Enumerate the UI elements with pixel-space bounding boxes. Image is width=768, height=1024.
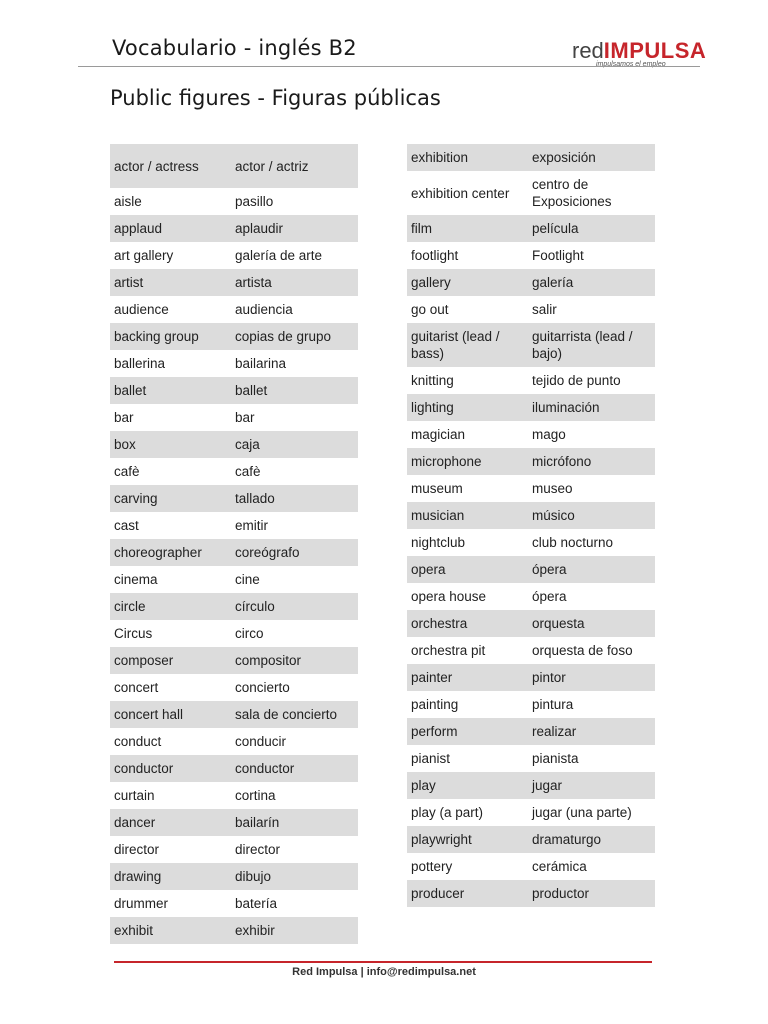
vocab-row (407, 242, 655, 269)
redimpulsa-logo (572, 38, 707, 72)
english-term: carving (110, 485, 231, 512)
english-term: artist (110, 269, 231, 296)
spanish-term: orquesta (528, 610, 655, 637)
english-term: knitting (411, 373, 454, 388)
vocab-row (407, 853, 655, 880)
header-title: Vocabulario - inglés B2 (112, 36, 357, 60)
header-divider (78, 66, 700, 67)
vocab-row (407, 323, 655, 367)
spanish-term: sala de concierto (231, 701, 358, 728)
spanish-term: salir (532, 302, 557, 317)
spanish-term: ópera (532, 589, 567, 604)
spanish-term: guitarrista (lead / bajo) (528, 323, 655, 367)
spanish-term: director (235, 842, 281, 857)
vocab-row (110, 674, 358, 701)
english-term: ballerina (114, 356, 166, 371)
vocab-row (407, 799, 655, 826)
english-term: orchestra pit (411, 643, 486, 658)
vocab-row (110, 377, 358, 404)
spanish-term: productor (528, 880, 655, 907)
english-term: drawing (110, 863, 231, 890)
spanish-term: cine (235, 572, 260, 587)
vocab-row (110, 539, 358, 566)
vocab-row (110, 350, 358, 377)
vocab-row (407, 367, 655, 394)
spanish-term: iluminación (528, 394, 655, 421)
english-term: actor / actress (110, 144, 231, 188)
spanish-term: Footlight (532, 248, 584, 263)
spanish-term: tejido de punto (532, 373, 621, 388)
english-term: play (a part) (411, 805, 484, 820)
english-term: drummer (114, 896, 169, 911)
english-term: microphone (407, 448, 528, 475)
spanish-term: orquesta de foso (532, 643, 633, 658)
vocab-row (407, 637, 655, 664)
spanish-term: película (528, 215, 655, 242)
vocab-row (407, 394, 655, 421)
vocab-row (407, 296, 655, 323)
vocab-row (110, 431, 358, 458)
vocab-row (407, 448, 655, 475)
english-term: aisle (114, 194, 142, 209)
spanish-term: galería (528, 269, 655, 296)
vocab-row (110, 215, 358, 242)
spanish-term: tallado (231, 485, 358, 512)
vocab-row (407, 826, 655, 853)
english-term: nightclub (411, 535, 466, 550)
vocab-row (407, 610, 655, 637)
english-term: director (114, 842, 160, 857)
vocab-row (110, 782, 358, 809)
english-term: conductor (110, 755, 231, 782)
spanish-term: conductor (231, 755, 358, 782)
english-term: magician (411, 427, 466, 442)
vocab-row (110, 512, 358, 539)
spanish-term: exposición (528, 144, 655, 171)
english-term: composer (110, 647, 231, 674)
vocab-row (110, 404, 358, 431)
english-term: go out (411, 302, 449, 317)
spanish-term: club nocturno (532, 535, 614, 550)
vocab-row (110, 647, 358, 674)
spanish-term: jugar (una parte) (532, 805, 632, 820)
spanish-term: copias de grupo (231, 323, 358, 350)
logo-tagline: impulsamos el empleo (596, 61, 666, 68)
logo-red-text: red (572, 38, 604, 63)
spanish-term: centro de Exposiciones (532, 177, 612, 209)
vocab-row (110, 836, 358, 863)
english-term: curtain (114, 788, 155, 803)
spanish-term: jugar (528, 772, 655, 799)
spanish-term: bailarina (235, 356, 287, 371)
vocab-row (407, 502, 655, 529)
vocab-row (110, 485, 358, 512)
vocab-row (407, 691, 655, 718)
spanish-term: bailarín (231, 809, 358, 836)
vocab-table-left (110, 144, 358, 944)
english-term: musician (407, 502, 528, 529)
english-term: exhibition (407, 144, 528, 171)
spanish-term: pasillo (235, 194, 274, 209)
english-term: concert (114, 680, 159, 695)
english-term: museum (411, 481, 463, 496)
spanish-term: cerámica (532, 859, 587, 874)
vocab-row (407, 171, 655, 215)
spanish-term: ópera (528, 556, 655, 583)
spanish-term: conducir (235, 734, 287, 749)
vocab-row (110, 917, 358, 944)
english-term: playwright (407, 826, 528, 853)
english-term: dancer (110, 809, 231, 836)
vocab-row (407, 144, 655, 171)
spanish-term: cortina (235, 788, 276, 803)
spanish-term: actor / actriz (231, 144, 358, 188)
vocab-row (110, 566, 358, 593)
vocab-row (110, 701, 358, 728)
vocab-row (407, 556, 655, 583)
vocab-row (407, 421, 655, 448)
english-term: choreographer (110, 539, 231, 566)
vocab-row (407, 745, 655, 772)
spanish-term: músico (528, 502, 655, 529)
english-term: gallery (407, 269, 528, 296)
vocab-row (407, 583, 655, 610)
english-term: exhibition center (411, 185, 510, 201)
spanish-term: museo (532, 481, 573, 496)
vocab-row (407, 718, 655, 745)
vocab-row (110, 593, 358, 620)
vocab-table-right (407, 144, 655, 907)
spanish-term: realizar (528, 718, 655, 745)
english-term: pottery (411, 859, 453, 874)
english-term: cafè (114, 464, 140, 479)
spanish-term: aplaudir (231, 215, 358, 242)
vocab-row (407, 529, 655, 556)
spanish-term: pianista (532, 751, 579, 766)
vocab-row (407, 772, 655, 799)
spanish-term: micrófono (528, 448, 655, 475)
vocab-row (110, 458, 358, 485)
spanish-term: ballet (231, 377, 358, 404)
vocab-row (110, 323, 358, 350)
vocab-row (110, 755, 358, 782)
vocab-row (110, 144, 358, 188)
english-term: circle (110, 593, 231, 620)
english-term: cinema (114, 572, 158, 587)
spanish-term: caja (231, 431, 358, 458)
spanish-term: pintura (532, 697, 574, 712)
english-term: footlight (411, 248, 459, 263)
english-term: painting (411, 697, 459, 712)
english-term: lighting (407, 394, 528, 421)
english-term: cast (114, 518, 139, 533)
english-term: ballet (110, 377, 231, 404)
english-term: orchestra (407, 610, 528, 637)
english-term: applaud (110, 215, 231, 242)
spanish-term: emitir (235, 518, 268, 533)
spanish-term: pintor (528, 664, 655, 691)
vocab-row (407, 664, 655, 691)
english-term: audience (114, 302, 169, 317)
vocab-row (110, 269, 358, 296)
english-term: producer (407, 880, 528, 907)
english-term: play (407, 772, 528, 799)
vocab-row (110, 620, 358, 647)
vocab-row (407, 475, 655, 502)
vocab-row (110, 728, 358, 755)
spanish-term: galería de arte (235, 248, 323, 263)
vocab-row (110, 890, 358, 917)
english-term: opera (407, 556, 528, 583)
english-term: guitarist (lead / bass) (407, 323, 528, 367)
spanish-term: circo (235, 626, 264, 641)
vocab-row (407, 880, 655, 907)
english-term: pianist (411, 751, 451, 766)
english-term: perform (407, 718, 528, 745)
english-term: painter (407, 664, 528, 691)
spanish-term: batería (235, 896, 278, 911)
english-term: conduct (114, 734, 162, 749)
spanish-term: coreógrafo (231, 539, 358, 566)
vocab-row (110, 863, 358, 890)
spanish-term: exhibir (231, 917, 358, 944)
english-term: Circus (114, 626, 153, 641)
footer-contact: Red Impulsa | info@redimpulsa.net (292, 966, 476, 978)
english-term: opera house (411, 589, 487, 604)
spanish-term: compositor (231, 647, 358, 674)
english-term: exhibit (110, 917, 231, 944)
spanish-term: dramaturgo (528, 826, 655, 853)
vocab-row (110, 809, 358, 836)
english-term: art gallery (114, 248, 174, 263)
spanish-term: cafè (235, 464, 261, 479)
english-term: box (110, 431, 231, 458)
vocab-row (110, 296, 358, 323)
vocab-row (407, 215, 655, 242)
spanish-term: mago (532, 427, 566, 442)
vocab-row (407, 269, 655, 296)
english-term: backing group (110, 323, 231, 350)
english-term: concert hall (110, 701, 231, 728)
spanish-term: bar (235, 410, 255, 425)
spanish-term: dibujo (231, 863, 358, 890)
vocab-row (110, 242, 358, 269)
page-title: Public figures - Figuras públicas (110, 86, 441, 110)
spanish-term: audiencia (235, 302, 293, 317)
spanish-term: artista (231, 269, 358, 296)
logo-impulsa-text: IMPULSA (603, 38, 707, 63)
spanish-term: círculo (231, 593, 358, 620)
vocab-row (110, 188, 358, 215)
spanish-term: concierto (235, 680, 290, 695)
footer-divider (114, 961, 652, 963)
english-term: film (407, 215, 528, 242)
english-term: bar (114, 410, 134, 425)
